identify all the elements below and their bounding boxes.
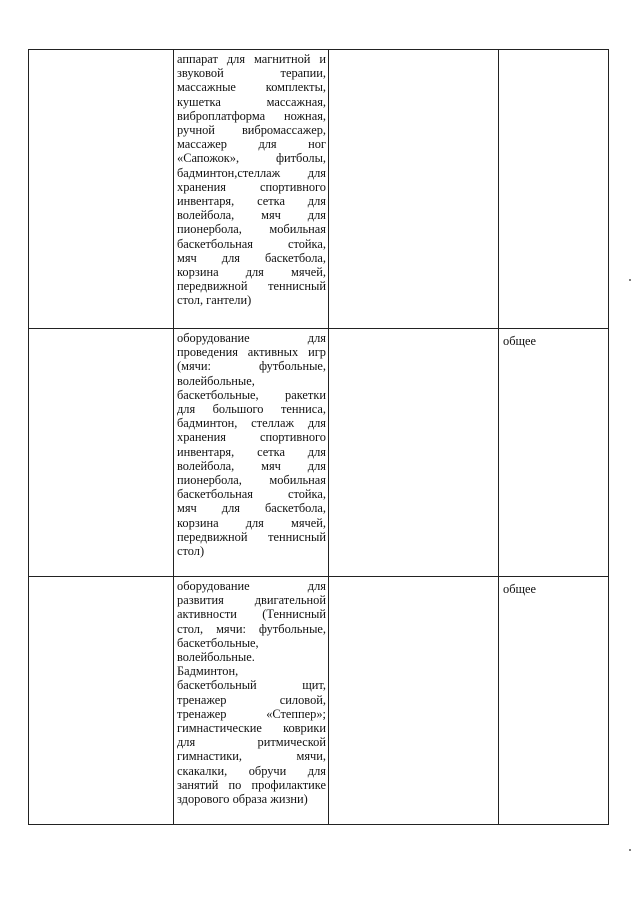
description-line: хранения спортивного (177, 430, 326, 445)
scan-speck (629, 279, 631, 281)
description-line: бадминтон,стеллаж для (177, 165, 326, 180)
description-line: баскетбольная стойка, (177, 236, 326, 251)
description-line: передвижной теннисный (177, 529, 326, 544)
scan-speck (629, 849, 631, 851)
equipment-description (174, 577, 328, 808)
empty-cell (29, 329, 174, 577)
description-line: баскетбольные, ракетки (177, 387, 326, 402)
empty-cell (29, 577, 174, 825)
description-line: волейбола, мяч для (177, 458, 326, 473)
empty-cell (29, 50, 174, 329)
description-line: корзина для мячей, (177, 515, 326, 530)
description-line: мяч для баскетбола, (177, 501, 326, 516)
description-line: баскетбольный щит, (177, 678, 326, 693)
description-line: оборудование для (177, 579, 326, 593)
empty-cell (329, 329, 499, 577)
description-line: ручной вибромассажер, (177, 123, 326, 138)
description-line: гимнастики, мячи, (177, 749, 326, 764)
equipment-description-cell (174, 329, 329, 577)
description-line: пионербола, мобильная (177, 473, 326, 488)
description-line: «Сапожок», фитболы, (177, 151, 326, 166)
empty-cell (329, 577, 499, 825)
description-line: гимнастические коврики (177, 721, 326, 736)
description-line: баскетбольные, (177, 635, 259, 650)
empty-cell (329, 50, 499, 329)
description-line: активности (Теннисный (177, 607, 326, 622)
equipment-description-cell (174, 50, 329, 329)
description-line: кушетка массажная, (177, 94, 326, 109)
equipment-description (174, 50, 328, 310)
description-line: занятий по профилактике (177, 777, 326, 792)
description-line: стол, мячи: футбольные, (177, 621, 326, 636)
description-line: массажер для ног (177, 137, 326, 152)
equipment-table (28, 49, 609, 825)
description-line: (мячи: футбольные, (177, 359, 326, 374)
description-line: скакалки, обручи для (177, 763, 326, 778)
category-cell (499, 577, 609, 825)
description-line: проведения активных игр (177, 345, 326, 360)
table-row (29, 577, 609, 825)
description-line: Бадминтон, (177, 664, 239, 679)
category-cell (499, 50, 609, 329)
description-line: массажные комплекты, (177, 80, 326, 95)
description-line: мяч для баскетбола, (177, 250, 326, 265)
description-line: для большого тенниса, (177, 402, 326, 417)
description-line: хранения спортивного (177, 179, 326, 194)
description-line: аппарат для магнитной и (177, 52, 326, 66)
description-line: виброплатформа ножная, (177, 108, 326, 123)
category-cell (499, 329, 609, 577)
equipment-description (174, 329, 328, 560)
description-line: для ритмической (177, 735, 326, 750)
category-label (499, 50, 608, 55)
description-line: пионербола, мобильная (177, 222, 326, 237)
category-label: общее (503, 582, 537, 596)
category-label: общее (503, 334, 537, 348)
description-line: оборудование для (177, 331, 326, 345)
description-line: тренажер силовой, (177, 692, 326, 707)
description-line: волейбольные, (177, 373, 255, 388)
description-line: передвижной теннисный (177, 279, 326, 294)
table-row (29, 50, 609, 329)
description-line: волейбольные. (177, 650, 255, 665)
description-line: тренажер «Степпер»; (177, 706, 326, 721)
description-line: звуковой терапии, (177, 66, 326, 81)
equipment-description-cell (174, 577, 329, 825)
description-line: стол, гантели) (177, 293, 252, 308)
description-line: волейбола, мяч для (177, 208, 326, 223)
description-line: стол) (177, 544, 205, 559)
table-row (29, 329, 609, 577)
description-line: инвентаря, сетка для (177, 194, 326, 209)
description-line: развития двигательной (177, 593, 326, 608)
description-line: корзина для мячей, (177, 265, 326, 280)
description-line: здорового образа жизни) (177, 792, 308, 807)
description-line: инвентаря, сетка для (177, 444, 326, 459)
description-line: бадминтон, стеллаж для (177, 416, 326, 431)
description-line: баскетбольная стойка, (177, 487, 326, 502)
